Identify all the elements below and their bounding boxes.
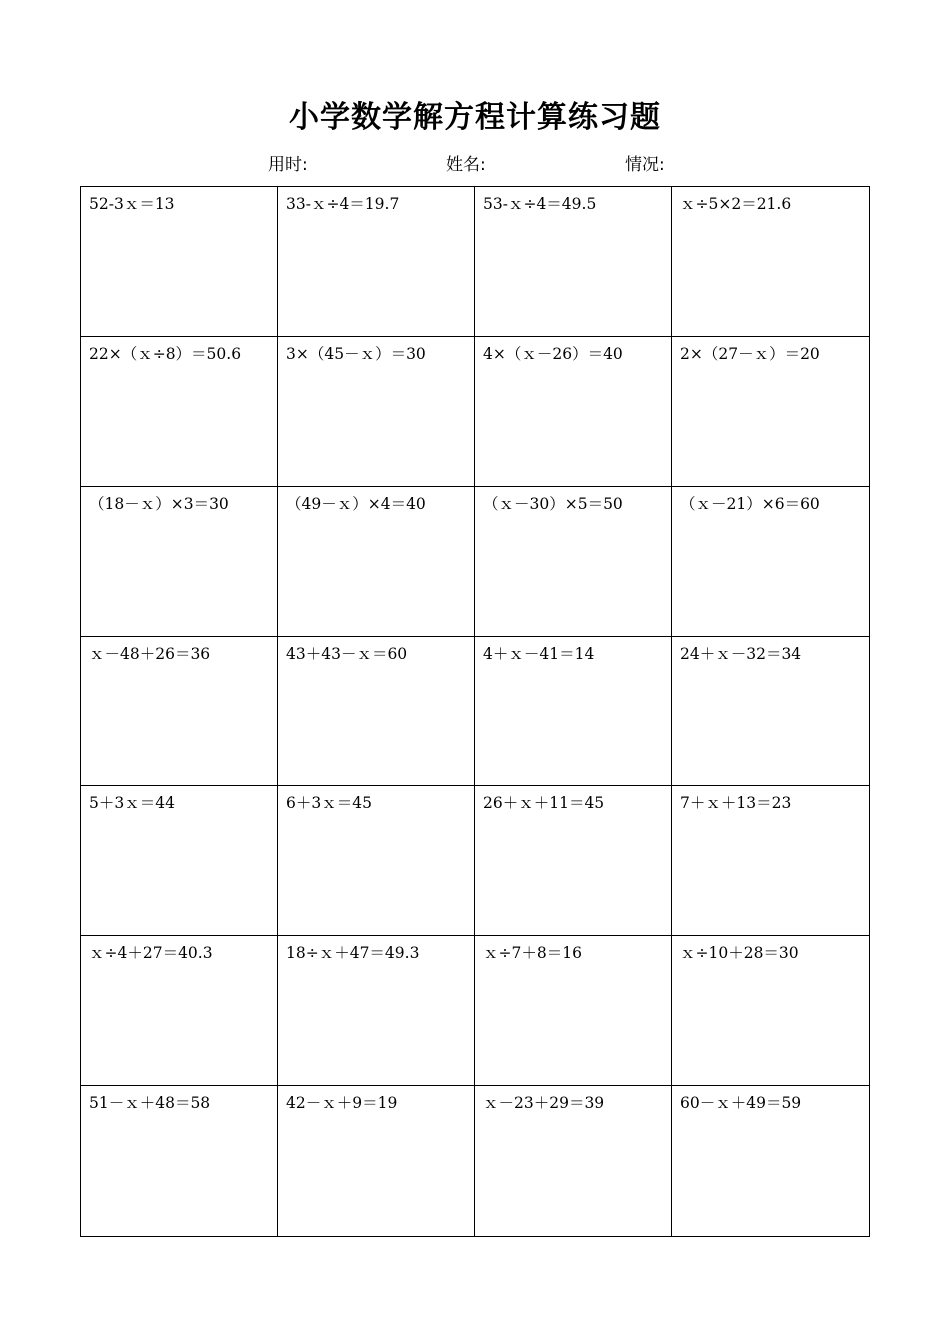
problem-cell: 60－ｘ＋49＝59	[680, 1094, 802, 1113]
problem-cell: 51－ｘ＋48＝58	[81, 1086, 278, 1236]
problem-cell: 6＋3ｘ＝45	[278, 786, 475, 936]
problem-cell: 5＋3ｘ＝44	[81, 786, 278, 936]
problem-cell: ｘ÷7＋8＝16	[475, 936, 672, 1086]
problem-cell: （ｘ－30）×5＝50	[475, 487, 672, 637]
problem-grid	[80, 186, 870, 1237]
problem-cell: 26＋ｘ＋11＝45	[475, 786, 672, 936]
problem-cell: （49－ｘ）×4＝40	[278, 487, 475, 637]
problem-cell: 33-ｘ÷4＝19.7	[278, 187, 475, 337]
problem-cell: 22×（ｘ÷8）＝50.6	[81, 337, 278, 487]
name-label: 姓名:	[446, 155, 486, 175]
problem-cell: （ｘ－21）×6＝60	[672, 487, 869, 637]
problem-cell: ｘ－48＋26＝36	[81, 637, 278, 787]
status-label: 情况:	[625, 155, 665, 175]
problem-cell: 4＋ｘ－41＝14	[475, 637, 672, 787]
time-label: 用时:	[268, 155, 308, 175]
problem-cell: 2×（27－ｘ）＝20	[672, 337, 869, 487]
problem-cell: 42－ｘ＋9＝19	[278, 1086, 475, 1236]
problem-cell: 43＋43－ｘ＝60	[278, 637, 475, 787]
problem-cell: ｘ÷10＋28＝30	[672, 936, 869, 1086]
problem-cell: 4×（ｘ－26）＝40	[475, 337, 672, 487]
problem-cell: 24＋ｘ－32＝34	[672, 637, 869, 787]
problem-cell: ｘ÷4＋27＝40.3	[81, 936, 278, 1086]
problem-cell: 53-ｘ÷4＝49.5	[475, 187, 672, 337]
problem-cell: 52-3ｘ＝13	[81, 187, 278, 337]
worksheet-title: 小学数学解方程计算练习题	[289, 100, 661, 135]
problem-cell: ｘ－23＋29＝39	[475, 1086, 672, 1236]
problem-cell: （18－ｘ）×3＝30	[81, 487, 278, 637]
problem-cell: ｘ÷5×2＝21.6	[672, 187, 869, 337]
problem-cell: 18÷ｘ＋47＝49.3	[278, 936, 475, 1086]
problem-cell: 7＋ｘ＋13＝23	[672, 786, 869, 936]
problem-cell: 3×（45－ｘ）＝30	[278, 337, 475, 487]
